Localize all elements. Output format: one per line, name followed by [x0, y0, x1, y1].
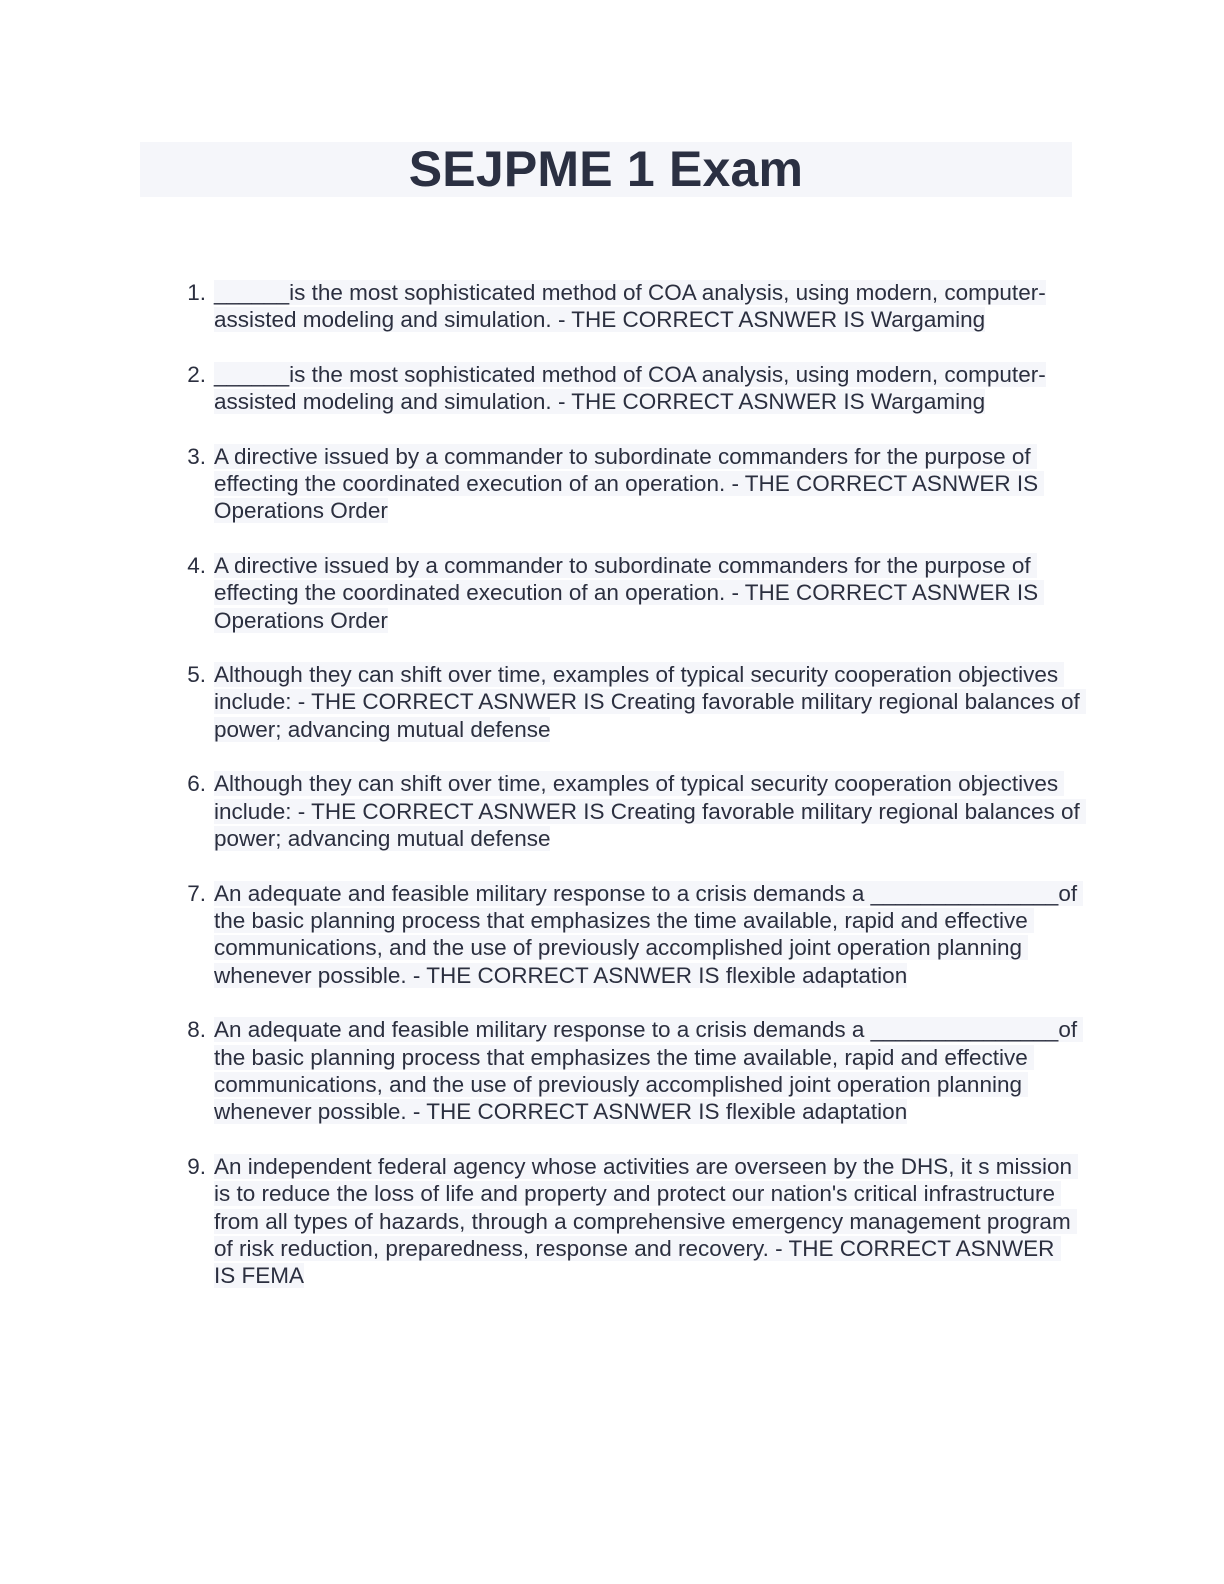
item-text: ______is the most sophisticated method of COA analysis, using modern, computer-assisted modeling and simulation. - THE CORRECT ASNWER IS Wargaming: [214, 280, 1046, 333]
list-item: [140, 443, 1080, 525]
item-number: 3.: [187, 443, 206, 469]
item-text: A directive issued by a commander to subordinate commanders for the purpose of effecting the coordinated execution of an operation. - THE CORRECT ASNWER IS Operations Order: [214, 552, 1045, 633]
item-number: 2.: [187, 361, 206, 387]
item-text: A directive issued by a commander to subordinate commanders for the purpose of effecting the coordinated execution of an operation. - THE CORRECT ASNWER IS Operations Order: [214, 443, 1045, 524]
page-title: SEJPME 1 Exam: [408, 141, 804, 197]
list-item: [140, 1016, 1084, 1126]
list-item: [140, 552, 1080, 634]
item-number: 8.: [187, 1017, 206, 1043]
item-number: 4.: [187, 552, 206, 578]
item-text: Although they can shift over time, examples of typical security cooperation objectives include: - THE CORRECT ASNWER IS Creating favorable military regional balances of power; advancing mutual defense: [214, 771, 1087, 852]
item-number: 7.: [187, 880, 206, 906]
list-item: [140, 770, 1087, 852]
list-item: [140, 880, 1084, 990]
item-text: An independent federal agency whose activities are overseen by the DHS, it s mission is to reduce the loss of life and property and protect our nation's critical infrastructure from all types of hazards, through a comprehensive emergency management program of risk reduction, preparedness, response and recovery. - THE CORRECT ASNWER IS FEMA: [214, 1153, 1079, 1289]
item-number: 6.: [187, 771, 206, 797]
item-number: 5.: [187, 662, 206, 688]
item-number: 1.: [187, 280, 206, 305]
item-number: 9.: [187, 1153, 206, 1179]
list-item: [140, 279, 1080, 334]
item-text: Although they can shift over time, examples of typical security cooperation objectives include: - THE CORRECT ASNWER IS Creating favorable military regional balances of power; advancing mutual defense: [214, 662, 1087, 742]
question-list: [140, 279, 1087, 1317]
item-text: An adequate and feasible military response to a crisis demands a _______________of the basic planning process that emphasizes the time available, rapid and effective communications, and the use of previously accomplished joint operation planning whenever possible. - THE CORRECT ASNWER IS flexible adaptation: [214, 880, 1084, 988]
list-item: [140, 361, 1080, 416]
item-text: ______is the most sophisticated method of COA analysis, using modern, computer-assisted modeling and simulation. - THE CORRECT ASNWER IS Wargaming: [214, 361, 1046, 415]
list-item: [140, 661, 1087, 743]
title-band: [140, 142, 1072, 197]
list-item: [140, 1153, 1080, 1290]
item-text: An adequate and feasible military response to a crisis demands a _______________of the basic planning process that emphasizes the time available, rapid and effective communications, and the use of previously accomplished joint operation planning whenever possible. - THE CORRECT ASNWER IS flexible adaptation: [214, 1017, 1084, 1125]
